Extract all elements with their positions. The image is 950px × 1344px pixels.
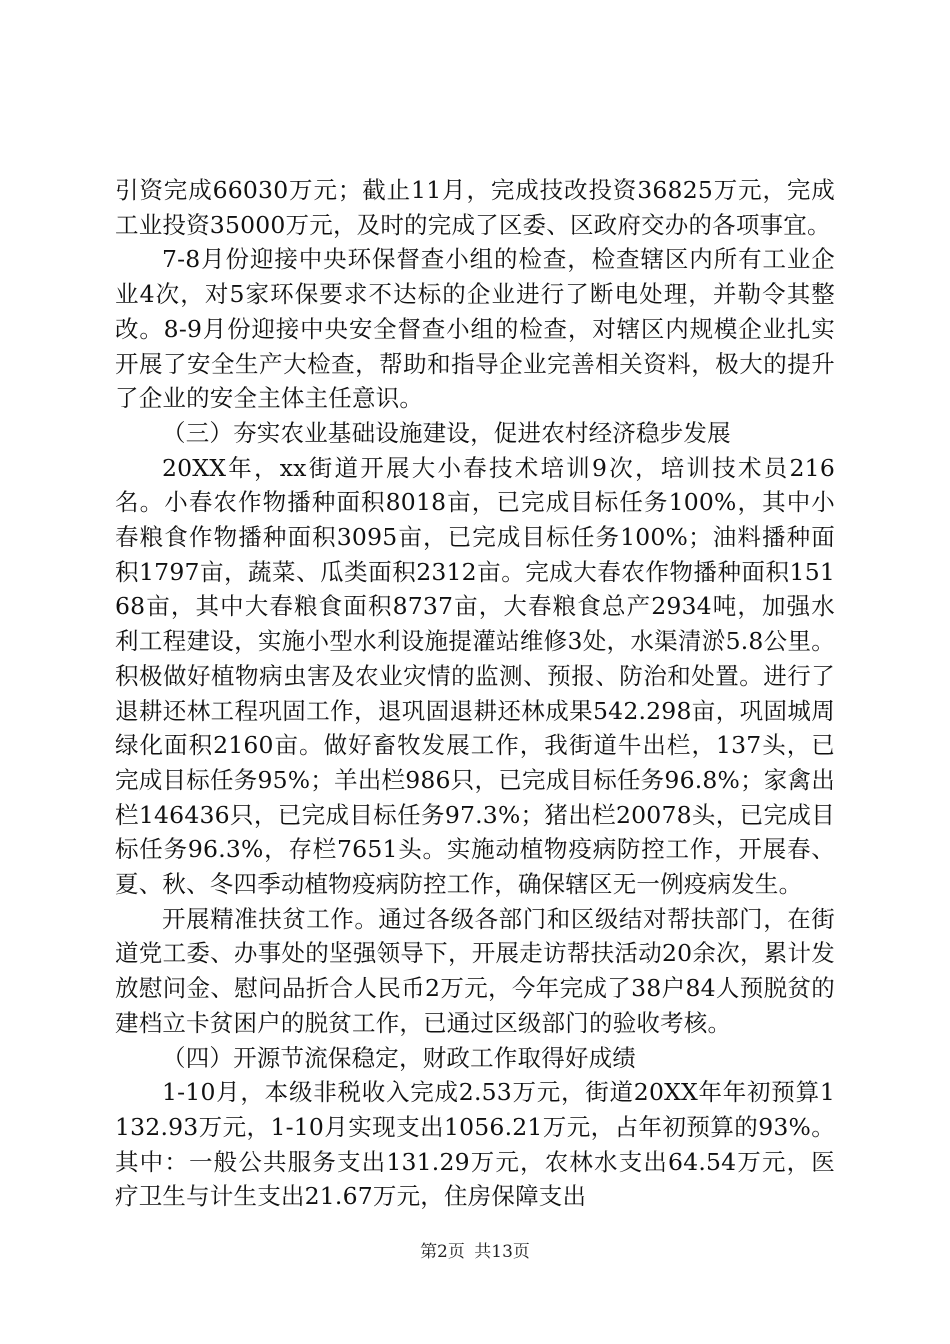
paragraph-poverty-alleviation: 开展精准扶贫工作。通过各级各部门和区级结对帮扶部门，在街道党工委、办事处的坚强领导下，开展走访帮扶活动20余次，累计发放慰问金、慰问品折合人民币2万元，今年完成了38户84人预脱贫的建档立卡贫困户的脱贫工作，已通过区级部门的验收考核。 [115,904,835,1037]
section-heading-agriculture: （三）夯实农业基础设施建设，促进农村经济稳步发展 [162,418,731,447]
document-body [115,173,835,1214]
page-footer [0,1241,950,1263]
paragraph-investment-continued: 引资完成66030万元；截止11月，完成技改投资36825万元，完成工业投资35000万元，及时的完成了区委、区政府交办的各项事宜。 [115,176,835,239]
paragraph-agriculture: 20XX年，xx街道开展大小春技术培训9次，培训技术员216名。小春农作物播种面积8018亩，已完成目标任务100%，其中小春粮食作物播种面积3095亩，已完成目标任务100%；油料播种面积1797亩，蔬菜、瓜类面积2312亩。完成大春农作物播种面积15168亩，其中大春粮食面积8737亩，大春粮食总产2934吨，加强水利工程建设，实施小型水利设施提灌站维修3处，水渠清淤5.8公里。积极做好植物病虫害及农业灾情的监测、预报、防治和处置。进行了退耕还林工程巩固工作，退巩固退耕还林成果542.298亩，巩固城周绿化面积2160亩。做好畜牧发展工作，我街道牛出栏，137头，已完成目标任务95%；羊出栏986只，已完成目标任务96.8%；家禽出栏146436只，已完成目标任务97.3%；猪出栏20078头，已完成目标任务96.3%，存栏7651头。实施动植物疫病防控工作，开展春、夏、秋、冬四季动植物疫病防控工作，确保辖区无一例疫病发生。 [115,453,835,899]
page-number: 第2页 [420,1242,465,1262]
page-total: 共13页 [474,1242,530,1262]
paragraph-finance: 1-10月，本级非税收入完成2.53万元，街道20XX年年初预算1132.93万元，1-10月实现支出1056.21万元，占年初预算的93%。其中：一般公共服务支出131.29万元，农林水支出64.54万元，医疗卫生与计生支出21.67万元，住房保障支出 [115,1078,835,1211]
paragraph-inspections: 7-8月份迎接中央环保督查小组的检查，检查辖区内所有工业企业4次，对5家环保要求不达标的企业进行了断电处理，并勒令其整改。8-9月份迎接中央安全督查小组的检查，对辖区内规模企业扎实开展了安全生产大检查，帮助和指导企业完善相关资料，极大的提升了企业的安全主体主任意识。 [115,245,835,413]
section-heading-finance: （四）开源节流保稳定，财政工作取得好成绩 [162,1043,636,1072]
